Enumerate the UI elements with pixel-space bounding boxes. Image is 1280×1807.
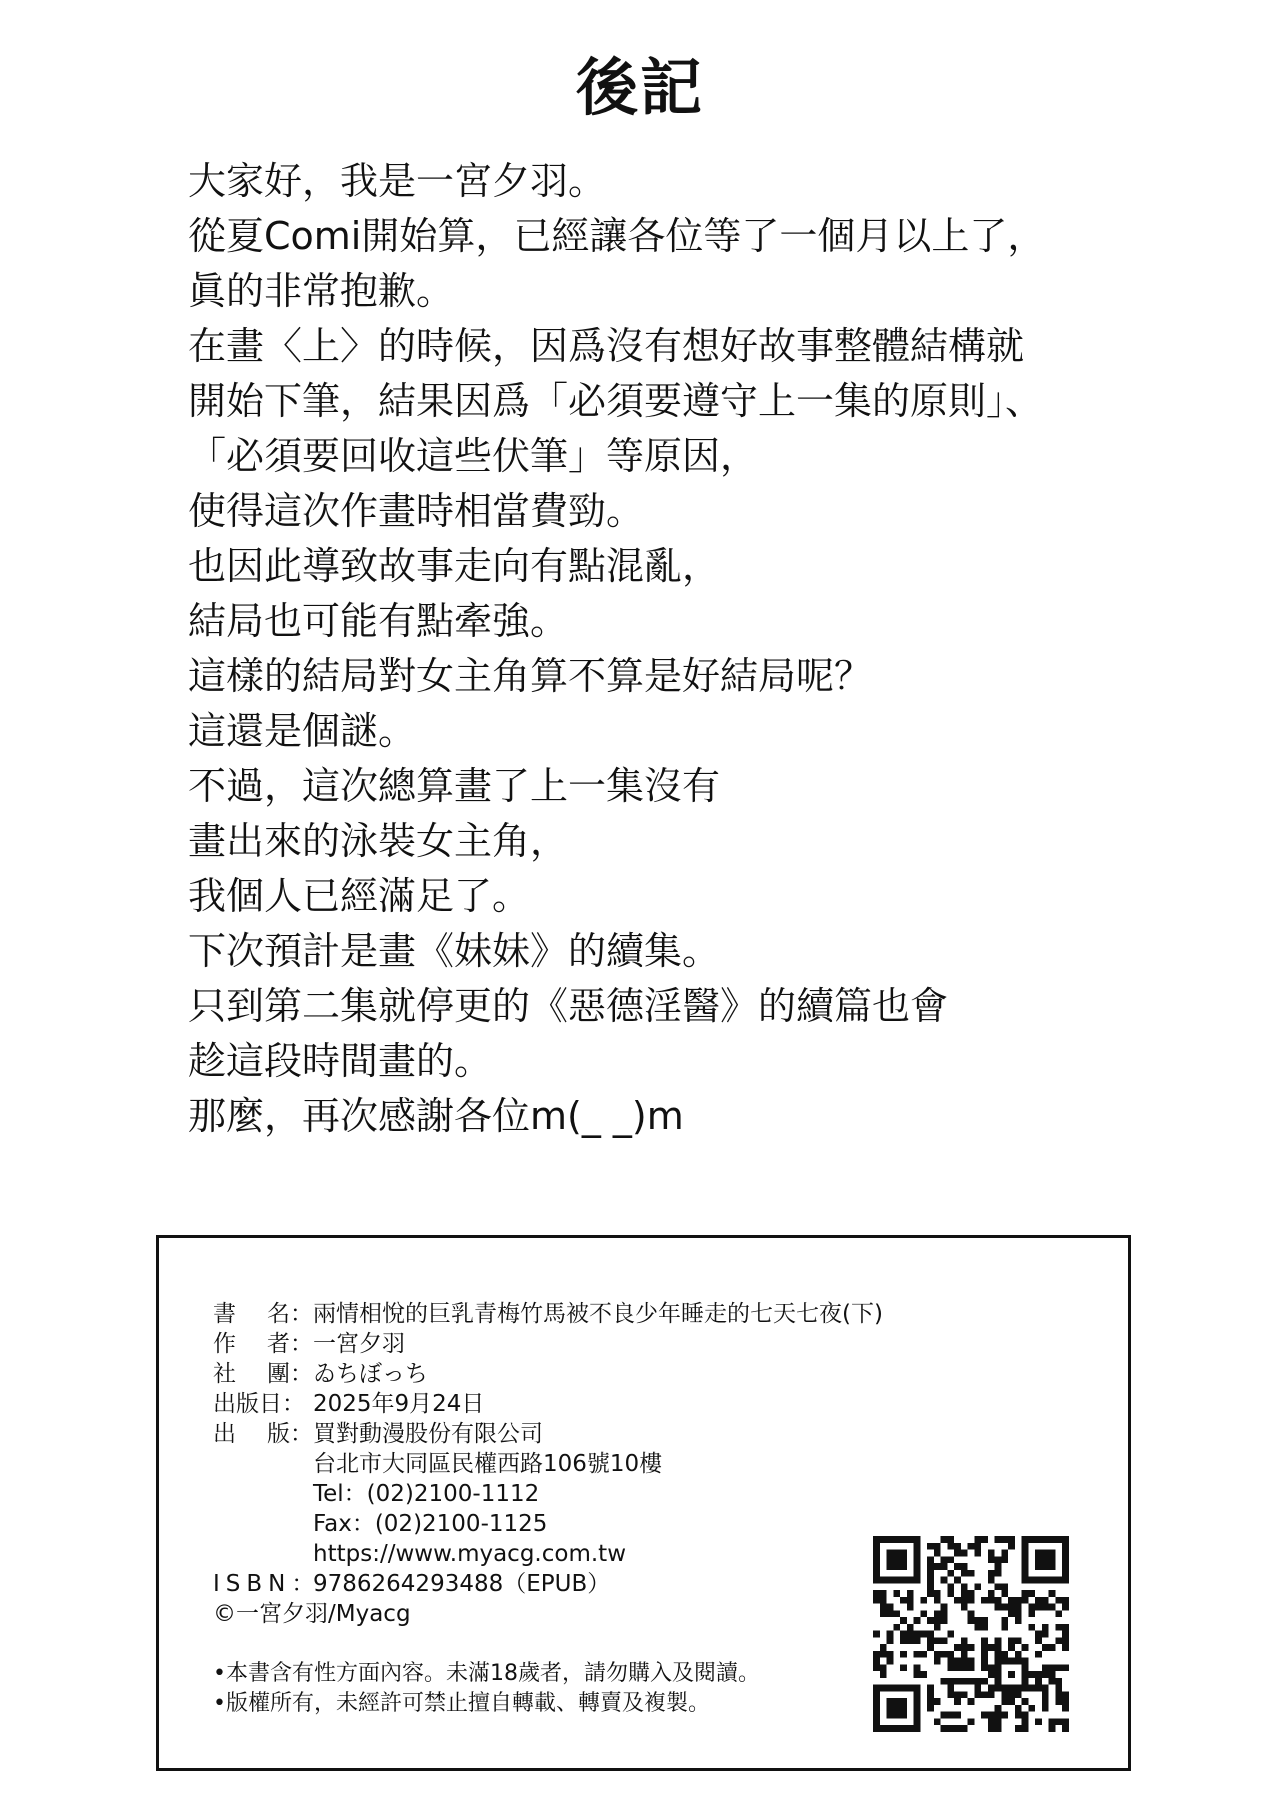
url-row: https://www.myacg.com.tw	[313, 1541, 627, 1567]
colophon-box	[156, 1235, 1131, 1771]
page-title: 後記	[575, 51, 704, 124]
book-name-value: 兩情相悅的巨乳青梅竹馬被不良少年睡走的七天七夜(下)	[313, 1301, 883, 1327]
book-name-row	[213, 1299, 883, 1329]
date-label: 出版日：	[213, 1391, 305, 1417]
author-row	[213, 1329, 883, 1359]
afterword-line: 我個人已經滿足了。	[188, 874, 531, 918]
afterword-line: 這還是個謎。	[188, 709, 417, 753]
colophon-list	[213, 1299, 883, 1629]
isbn-label: ISBN：	[213, 1571, 321, 1597]
circle-label: 社 團：	[213, 1361, 313, 1387]
afterword-line: 趁這段時間畫的。	[188, 1039, 493, 1083]
date-value: 2025年9月24日	[313, 1391, 485, 1417]
afterword-line: 大家好，我是一宮夕羽。	[188, 159, 607, 203]
afterword-line: 使得這次作畫時相當費勁。	[188, 489, 645, 533]
circle-value: ゐちぼっち	[313, 1361, 428, 1387]
address-row: 台北市大同區民權西路106號10樓	[313, 1451, 663, 1477]
note-item: •本書含有性方面內容。未滿18歲者，請勿購入及閱讀。	[213, 1661, 760, 1686]
copyright-row: ©一宮夕羽/Myacg	[213, 1601, 411, 1627]
author-label: 作 者：	[213, 1331, 313, 1357]
afterword-line: 在畫〈上〉的時候，因爲沒有想好故事整體結構就	[188, 324, 1025, 368]
tel-row: Tel：(02)2100-1112	[313, 1481, 540, 1507]
afterword-line: 畫出來的泳裝女主角，	[188, 819, 569, 863]
afterword-line: 這樣的結局對女主角算不算是好結局呢？	[188, 654, 873, 698]
note-item: •版權所有，未經許可禁止擅自轉載、轉賣及複製。	[213, 1691, 710, 1716]
publisher-row	[213, 1419, 883, 1449]
book-name-label: 書 名：	[213, 1301, 313, 1327]
date-row	[213, 1389, 883, 1419]
isbn-value: 9786264293488（EPUB）	[313, 1571, 611, 1597]
afterword-line: 開始下筆，結果因爲「必須要遵守上一集的原則」、	[188, 379, 1044, 423]
afterword-line: 下次預計是畫《妹妹》的續集。	[188, 929, 721, 973]
afterword-line: 結局也可能有點牽強。	[188, 599, 569, 643]
afterword-line: 也因此導致故事走向有點混亂，	[188, 544, 721, 588]
afterword-line: 從夏Comi開始算，已經讓各位等了一個月以上了，	[188, 214, 1046, 258]
afterword-line: 那麼，再次感謝各位m(_ _)m	[188, 1094, 684, 1138]
afterword-line: 只到第二集就停更的《惡德淫醫》的續篇也會	[188, 984, 949, 1028]
afterword-line: 不過，這次總算畫了上一集沒有	[188, 764, 721, 808]
publisher-value: 買對動漫股份有限公司	[313, 1421, 543, 1447]
afterword-text	[188, 154, 1188, 1144]
qr-code-icon	[873, 1536, 1069, 1732]
publisher-label: 出 版：	[213, 1421, 313, 1447]
circle-row	[213, 1359, 883, 1389]
author-value: 一宮夕羽	[313, 1331, 405, 1357]
isbn-row	[213, 1569, 883, 1599]
fax-row: Fax：(02)2100-1125	[313, 1511, 548, 1537]
afterword-line: 「必須要回收這些伏筆」等原因，	[188, 434, 759, 478]
afterword-line: 眞的非常抱歉。	[188, 269, 455, 313]
notes-list	[213, 1659, 760, 1719]
